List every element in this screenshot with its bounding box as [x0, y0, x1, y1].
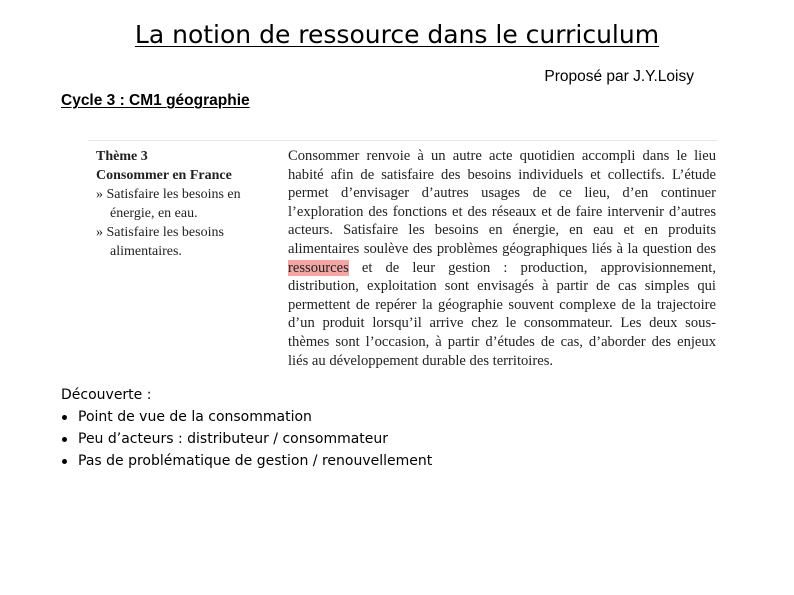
bullet-icon	[62, 437, 67, 442]
theme-column	[96, 147, 266, 261]
theme-number: Thème 3	[96, 149, 148, 164]
list-item	[61, 450, 432, 472]
list-item-text: Peu d’acteurs : distributeur / consommateur	[78, 431, 389, 447]
list-item	[61, 406, 432, 428]
section-subtitle: Cycle 3 : CM1 géographie	[61, 92, 250, 109]
description-text-after: et de leur gestion : production, approvisionnement, distribution, exploitation sont envisagés à partir de cas simples qui permettent de repérer la géographie souvent complexe de la trajectoire d’un produit lorsqu’il arrive chez le consommateur. Les deux sous-thèmes sont l’occasion, à partir d’études de cas, d’aborder des enjeux liés au développement durable des territoires.	[288, 259, 716, 369]
subtheme-item: » Satisfaire les besoins alimentaires.	[96, 225, 224, 259]
bullet-icon	[62, 459, 67, 464]
theme-name: Consommer en France	[96, 168, 232, 183]
discovery-heading: Découverte :	[61, 387, 152, 403]
list-item	[61, 428, 432, 450]
theme-description	[288, 147, 716, 370]
page-title-text: La notion de ressource dans le curriculum	[134, 20, 660, 49]
description-text-before: Consommer renvoie à un autre acte quotidien accompli dans le lieu habité afin de satisfaire des besoins individuels et collectifs. L’étude permet d’envisager d’autres usages de ce lieu, d’en continuer l’exploration des fonctions et des réseaux et de faire intervenir d’autres acteurs. Satisfaire les besoins en énergie, en eau et en produits alimentaires soulève des problèmes géographiques liés à la question des	[288, 148, 716, 257]
highlighted-word: ressources	[288, 259, 349, 276]
curriculum-excerpt	[88, 140, 718, 369]
discovery-section	[61, 384, 432, 472]
bullet-icon	[62, 415, 67, 420]
page-title	[0, 20, 794, 49]
discovery-list	[61, 406, 432, 472]
list-item-text: Point de vue de la consommation	[78, 409, 312, 425]
list-item-text: Pas de problématique de gestion / renouvellement	[78, 453, 433, 469]
author-credit: Proposé par J.Y.Loisy	[544, 68, 694, 85]
subtheme-item: » Satisfaire les besoins en énergie, en eau.	[96, 187, 241, 221]
